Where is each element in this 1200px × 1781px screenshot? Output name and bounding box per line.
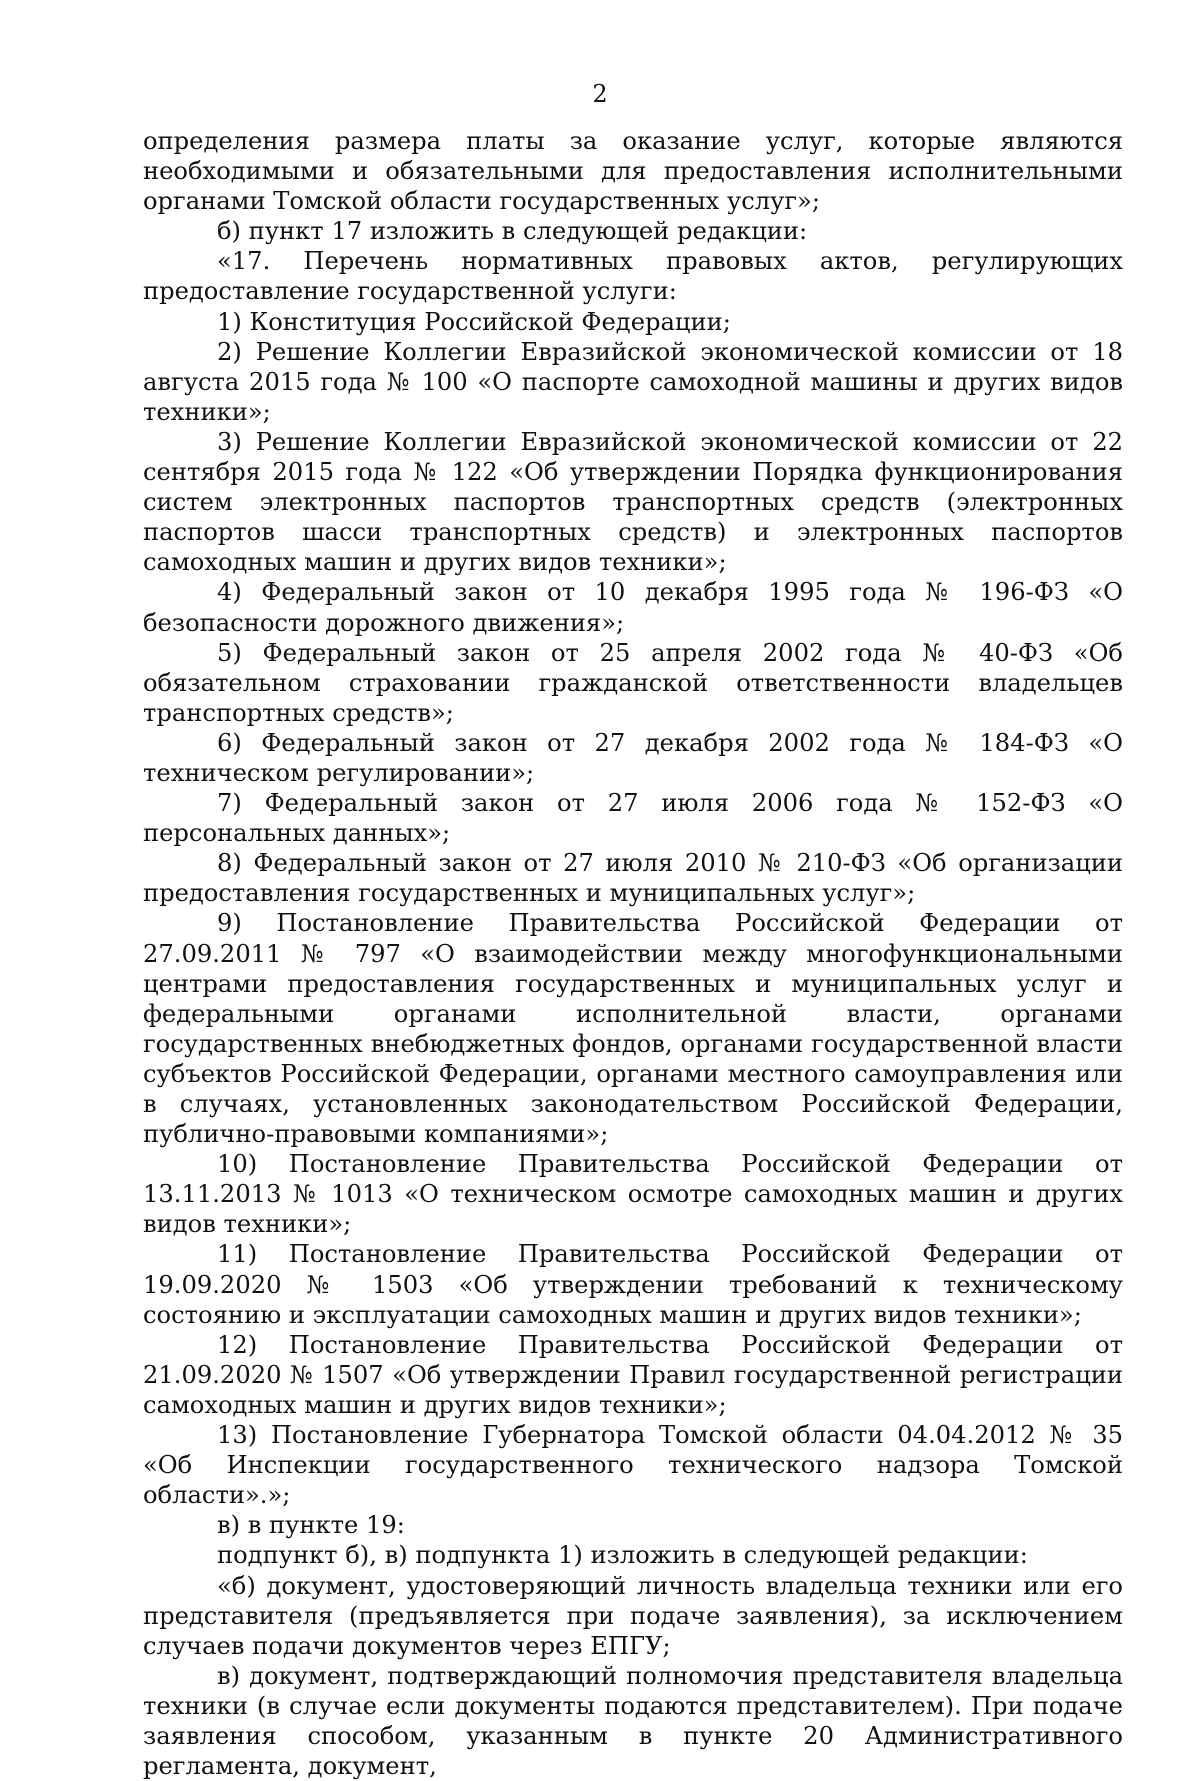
list-item-11: 11) Постановление Правительства Российской Федерации от 19.09.2020 № 1503 «Об утверждении требований к техническому состоянию и эксплуатации самоходных машин и других видов техники»; <box>143 1240 1123 1329</box>
list-item-7: 7) Федеральный закон от 27 июля 2006 года № 152-ФЗ «О персональных данных»; <box>143 789 1123 848</box>
paragraph-subitem-instruction: подпункт б), в) подпункта 1) изложить в следующей редакции: <box>217 1541 1028 1570</box>
page-number: 2 <box>592 80 608 108</box>
paragraph-subitem-v: в) документ, подтверждающий полномочия представителя владельца техники (в случае если документы подаются представителем). При подаче заявления способом, указанным в пункте 20 Административного регламента, документ, <box>143 1661 1123 1781</box>
list-item-2: 2) Решение Коллегии Евразийской экономической комиссии от 18 августа 2015 года № 100 «О паспорте самоходной машины и других видов техники»; <box>143 337 1123 426</box>
document-body <box>143 126 1123 1781</box>
paragraph-subitem-b: «б) документ, удостоверяющий личность владельца техники или его представителя (предъявляется при подаче заявления), за исключением случаев подачи документов через ЕПГУ; <box>143 1571 1123 1660</box>
list-item-13: 13) Постановление Губернатора Томской области 04.04.2012 № 35 «Об Инспекции государственного технического надзора Томской области».»; <box>143 1421 1123 1510</box>
paragraph-item-v: в) в пункте 19: <box>217 1511 405 1540</box>
paragraph-item-b: б) пункт 17 изложить в следующей редакции: <box>217 217 808 246</box>
list-item-4: 4) Федеральный закон от 10 декабря 1995 года № 196-ФЗ «О безопасности дорожного движения»; <box>143 578 1123 637</box>
paragraph-point-17: «17. Перечень нормативных правовых актов, регулирующих предоставление государственной услуги: <box>143 247 1123 306</box>
list-item-10: 10) Постановление Правительства Российской Федерации от 13.11.2013 № 1013 «О техническом осмотре самоходных машин и других видов техники»; <box>143 1150 1123 1239</box>
paragraph-continuation: определения размера платы за оказание услуг, которые являются необходимыми и обязательными для предоставления исполнительными органами Томской области государственных услуг»; <box>143 127 1123 216</box>
list-item-12: 12) Постановление Правительства Российской Федерации от 21.09.2020 № 1507 «Об утверждении Правил государственной регистрации самоходных машин и других видов техники»; <box>143 1330 1123 1419</box>
list-item-6: 6) Федеральный закон от 27 декабря 2002 года № 184-ФЗ «О техническом регулировании»; <box>143 728 1123 787</box>
list-item-5: 5) Федеральный закон от 25 апреля 2002 года № 40-ФЗ «Об обязательном страховании гражданской ответственности владельцев транспортных средств»; <box>143 638 1123 727</box>
list-item-3: 3) Решение Коллегии Евразийской экономической комиссии от 22 сентября 2015 года № 122 «Об утверждении Порядка функционирования систем электронных паспортов транспортных средств (электронных паспортов шасси транспортных средств) и электронных паспортов самоходных машин и других видов техники»; <box>143 427 1123 577</box>
list-item-9: 9) Постановление Правительства Российской Федерации от 27.09.2011 № 797 «О взаимодействии между многофункциональными центрами предоставления государственных и муниципальных услуг и федеральными органами исполнительной власти, органами государственных внебюджетных фондов, органами государственной власти субъектов Российской Федерации, органами местного самоуправления или в случаях, установленных законодательством Российской Федерации, публично-правовыми компаниями»; <box>143 909 1123 1149</box>
list-item-1: 1) Конституция Российской Федерации; <box>217 307 731 336</box>
list-item-8: 8) Федеральный закон от 27 июля 2010 № 210-ФЗ «Об организации предоставления государственных и муниципальных услуг»; <box>143 849 1123 908</box>
